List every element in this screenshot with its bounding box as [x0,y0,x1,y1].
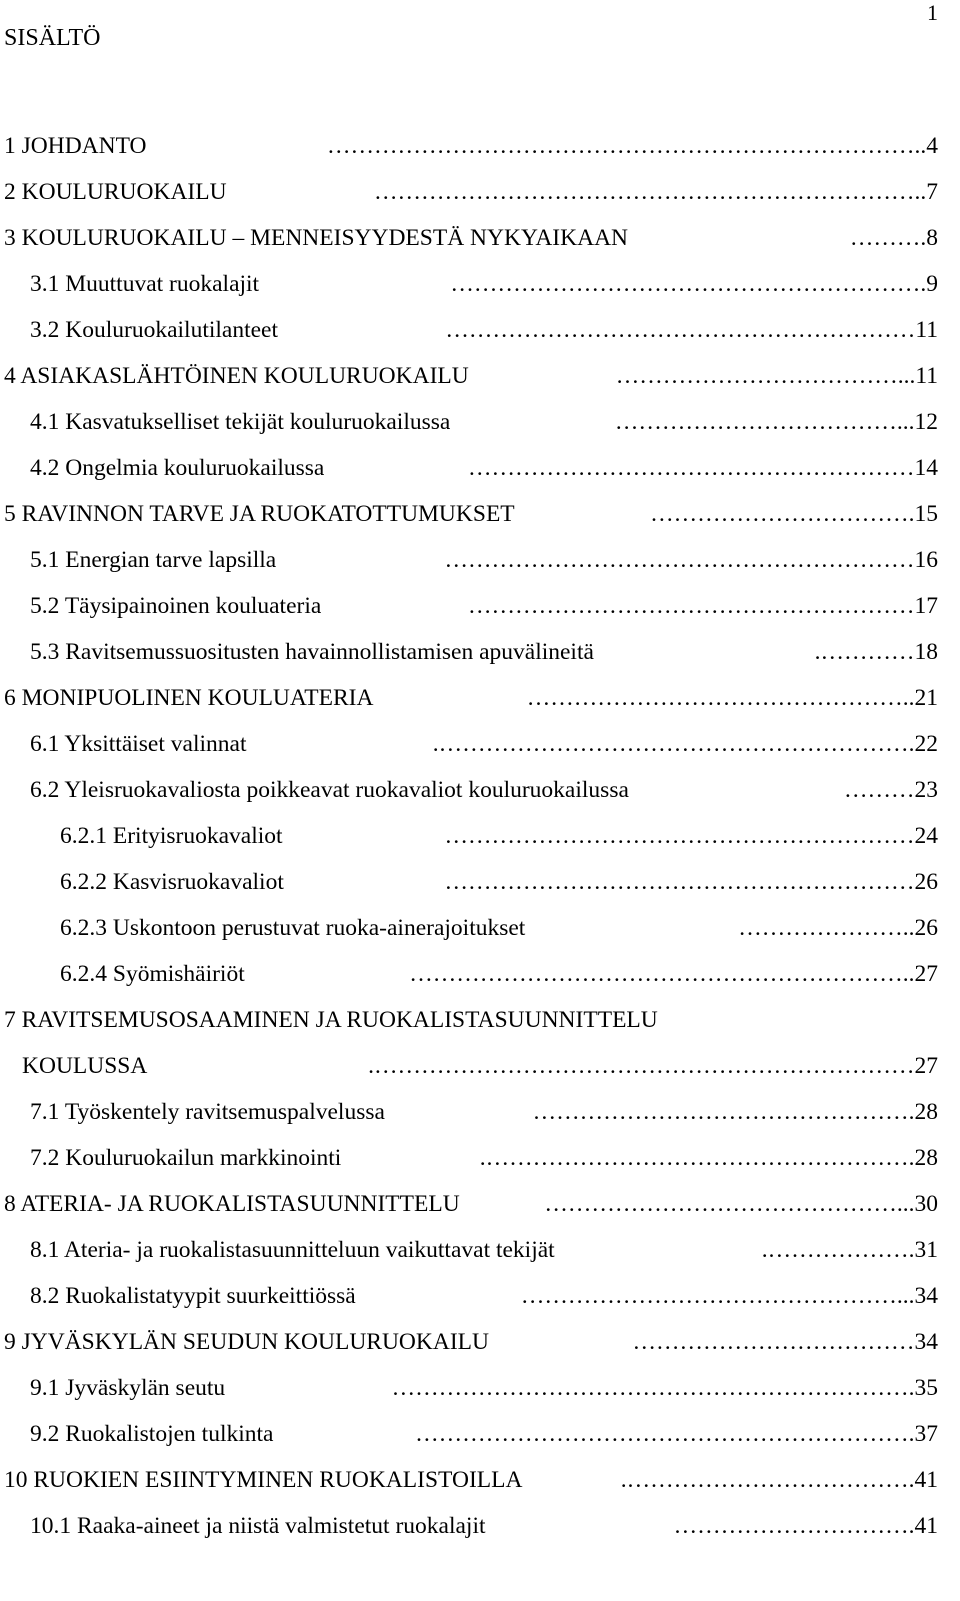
page-number: 1 [927,0,938,25]
toc-entry-title: 6.2.2 Kasvisruokavaliot [60,869,284,895]
toc-entry-page-number: .41 [908,1467,938,1493]
toc-entry-leader: ……………………………………………………. [432,731,909,757]
toc-entry[interactable] [60,860,938,904]
toc-entry-page-number: 11 [915,317,938,343]
toc-entry-page-number: ...30 [896,1191,938,1217]
toc-entry[interactable] [30,1136,938,1180]
toc-entry-title: 3.2 Kouluruokailutilanteet [30,317,279,343]
toc-entry-page [443,308,938,352]
toc-entry-continuation[interactable] [22,1044,938,1088]
toc-entry-title: 7.2 Kouluruokailun markkinointi [30,1145,342,1171]
toc-entry-page [448,262,938,306]
toc-entry-page [478,1136,938,1180]
toc-entry-page [325,124,938,168]
toc-entry[interactable] [30,1090,938,1134]
toc-entry[interactable] [30,1412,938,1456]
toc-entry[interactable] [30,1366,938,1410]
toc-entry-page [443,538,939,582]
toc-entry-page [736,906,938,950]
toc-entry[interactable] [30,1274,938,1318]
toc-entry-page-number: ..27 [902,961,938,987]
toc-entry-page [619,1458,938,1502]
toc-entry[interactable] [30,630,938,674]
toc-entry-page [672,1504,938,1548]
toc-entry-title: 5.3 Ravitsemussuositusten havainnollistamisen apuvälineitä [30,639,594,665]
toc-entry-title: 4.1 Kasvatukselliset tekijät kouluruokailussa [30,409,451,435]
toc-entry-page [525,676,938,720]
toc-entry-title: 7 RAVITSEMUSOSAAMINEN JA RUOKALISTASUUNNITTELU [4,1007,658,1033]
toc-entry-title: 5 RAVINNON TARVE JA RUOKATOTTUMUKSET [4,501,515,527]
toc-entry-leader: ……… [844,777,915,803]
toc-entry[interactable] [60,814,938,858]
toc-entry-title: KOULUSSA [22,1053,148,1079]
toc-entry-leader: ………………… [738,915,903,941]
toc-entry-page-number: .41 [908,1513,938,1539]
toc-entry[interactable] [4,124,938,168]
toc-entry-page-number: ..21 [902,685,938,711]
toc-entry-page-number: ...11 [897,363,938,389]
toc-entry-leader: ……………………………………… [544,1191,897,1217]
toc-entry-page-number: .8 [920,225,938,251]
toc-entry-title: 6 MONIPUOLINEN KOULUATERIA [4,685,374,711]
toc-entry-page [531,1090,938,1134]
toc-entry-page-number: .9 [920,271,938,297]
toc-entry-page [542,1182,938,1226]
toc-entry-page-number: 34 [914,1329,938,1355]
toc-entry-leader: …………………………………………………… [450,271,921,297]
toc-entry[interactable] [30,1228,938,1272]
toc-entry[interactable] [4,1320,938,1364]
toc-entry-page-number: .37 [908,1421,938,1447]
toc-entry-page [443,860,939,904]
toc-entry-leader: ………………………………………………… [468,593,915,619]
toc-entry-page-number: .31 [908,1237,938,1263]
toc-entry-title: 6.2.4 Syömishäiriöt [60,961,245,987]
page-title: SISÄLTÖ [4,25,101,51]
toc-entry-page-number: .15 [908,501,938,527]
toc-entry-leader: ………………………………………………………………… [327,133,915,159]
toc-entry-title: 7.1 Työskentely ravitsemuspalvelussa [30,1099,385,1125]
toc-entry-page [631,1320,939,1364]
toc-entry-page [366,1044,938,1088]
toc-entry-page [760,1228,938,1272]
toc-entry-page [813,630,938,674]
toc-entry-page-number: 26 [914,869,938,895]
toc-entry-title: 10.1 Raaka-aineet ja niistä valmistetut ruokalajit [30,1513,486,1539]
toc-entry-page [613,400,938,444]
toc-entry-leader: ………………………………………… [526,685,903,711]
toc-entry-page [443,814,939,858]
toc-entry-title: 5.1 Energian tarve lapsilla [30,547,277,573]
toc-entry-page-number: 14 [914,455,938,481]
toc-entry-leader: …………………………………………………… [444,869,915,895]
toc-entry-title: 4 ASIAKASLÄHTÖINEN KOULURUOKAILU [4,363,469,389]
toc-entry-page-number: ..26 [902,915,938,941]
toc-entry-page-number: 27 [914,1053,938,1079]
toc-entry-leader: …………………………… [650,501,909,527]
toc-entry-page [519,1274,938,1318]
toc-entry-leader: ………………………………………… [532,1099,909,1125]
toc-entry-page [413,1412,938,1456]
toc-entry[interactable] [30,584,938,628]
toc-entry-page-number: 16 [914,547,938,573]
toc-entry-page-number: 18 [914,639,938,665]
toc-entry-page [390,1366,938,1410]
toc-entry[interactable] [30,768,938,812]
toc-entry-leader: ………………………… [673,1513,909,1539]
toc-entry[interactable] [4,492,938,536]
toc-entry-page-number: .28 [908,1099,938,1125]
toc-entry-title: 9.1 Jyväskylän seutu [30,1375,226,1401]
toc-entry-page-number: .35 [908,1375,938,1401]
toc-entry[interactable] [4,676,938,720]
toc-entry-title: 6.2.3 Uskontoon perustuvat ruoka-ainerajoitukset [60,915,526,941]
toc-entry-leader: …………………………………………………………… [374,179,915,205]
toc-entry-page-number: ...34 [896,1283,938,1309]
toc-entry-leader: ………………. [761,1237,909,1263]
toc-entry-page-number: ..7 [914,179,938,205]
toc-entry-leader: ………………………………………………… [468,455,915,481]
toc-entry-title: 4.2 Ongelmia kouluruokailussa [30,455,325,481]
toc-entry[interactable] [4,1182,938,1226]
toc-entry-page [407,952,938,996]
toc-entry-page-number: 24 [914,823,938,849]
toc-entry[interactable] [30,308,938,352]
toc-entry[interactable] [4,1458,938,1502]
toc-entry[interactable] [30,538,938,582]
toc-entry[interactable] [4,170,938,214]
toc-entry-title: 6.2 Yleisruokavaliosta poikkeavat ruokavaliot kouluruokailussa [30,777,629,803]
toc-entry[interactable] [30,262,938,306]
toc-entry-leader: ……………………………… [614,409,897,435]
toc-entry-leader: …………. [814,639,915,665]
toc-entry[interactable] [30,400,938,444]
toc-entry-leader: ……………………………………………………………. [368,1053,915,1079]
toc-entry-title: 8.2 Ruokalistatyypit suurkeittiössä [30,1283,356,1309]
toc-entry-title: 3.1 Muuttuvat ruokalajit [30,271,260,297]
toc-entry[interactable] [30,1504,938,1548]
toc-entry-leader: ……………………………… [632,1329,915,1355]
toc-entry-page-number: ..4 [914,133,938,159]
toc-entry-title: 6.2.1 Erityisruokavaliot [60,823,283,849]
toc-entry-page [614,354,938,398]
toc-entry-title: 9 JYVÄSKYLÄN SEUDUN KOULURUOKAILU [4,1329,489,1355]
toc-entry[interactable] [4,354,938,398]
toc-entry-page-number: .28 [908,1145,938,1171]
toc-entry[interactable] [60,952,938,996]
toc-entry-title: 9.2 Ruokalistojen tulkinta [30,1421,274,1447]
toc-entry-leader: ………………………………………………. [479,1145,909,1171]
toc-entry-leader: ………………………………. [620,1467,909,1493]
toc-entry-page-number: ...12 [896,409,938,435]
toc-entry-page [842,768,938,812]
toc-entry-leader: ……… [849,225,921,251]
toc-entry-leader: …………………………………………………… [445,317,916,343]
toc-entry-leader: ……………………………………………………… [409,961,903,987]
toc-entry-title: 6.1 Yksittäiset valinnat [30,731,247,757]
toc-entry-title: 10 RUOKIEN ESIINTYMINEN RUOKALISTOILLA [4,1467,523,1493]
toc-entry-page [431,722,938,766]
toc-entry-title: 5.2 Täysipainoinen kouluateria [30,593,322,619]
toc-entry-page [848,216,938,260]
toc-entry[interactable] [60,906,938,950]
toc-entry-leader: ……………………………… [615,363,898,389]
toc-entry-leader: ……………………………………………………… [415,1421,909,1447]
toc-entry-leader: …………………………………………………… [444,547,915,573]
toc-entry-page [466,584,938,628]
toc-entry-leader: ………………………………………………………… [391,1375,909,1401]
toc-entry-page-number: 23 [914,777,938,803]
toc-entry-title: 1 JOHDANTO [4,133,147,159]
toc-entry-title: 2 KOULURUOKAILU [4,179,227,205]
toc-entry-title: 3 KOULURUOKAILU – MENNEISYYDESTÄ NYKYAIKAAN [4,225,629,251]
toc-entry[interactable] [30,446,938,490]
toc-entry-page-number: .22 [908,731,938,757]
toc-entry-leader: …………………………………………………… [444,823,915,849]
toc-entry[interactable] [4,216,938,260]
toc-entry-page-number: 17 [914,593,938,619]
toc-entry-leader: ………………………………………… [520,1283,897,1309]
toc-entry[interactable] [4,998,938,1042]
toc-entry-title: 8.1 Ateria- ja ruokalistasuunnitteluun vaikuttavat tekijät [30,1237,555,1263]
toc-entry-title: 8 ATERIA- JA RUOKALISTASUUNNITTELU [4,1191,460,1217]
toc-entry-page [466,446,938,490]
toc-entry-page [648,492,938,536]
toc-entry-page [372,170,938,214]
toc-entry[interactable] [30,722,938,766]
